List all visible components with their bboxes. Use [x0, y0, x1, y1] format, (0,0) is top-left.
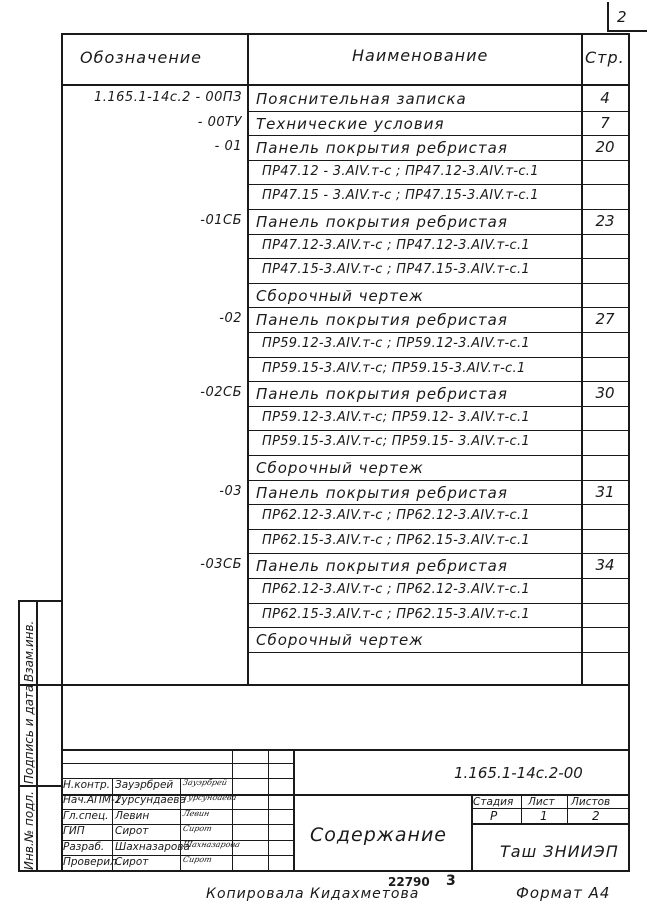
frame-left — [61, 33, 63, 685]
row-name: ПР62.15-3.АIV.т-с ; ПР62.15-3.АIV.т-с.1 — [262, 606, 530, 622]
row-code: - 01 — [214, 139, 242, 155]
row-name: ПР47.15-3.АIV.т-с ; ПР47.15-3.АIV.т-с.1 — [262, 262, 530, 278]
row-name: Сборочный чертеж — [256, 459, 424, 477]
sheets-value: 2 — [592, 809, 600, 823]
sheet-number: 2 — [617, 8, 627, 26]
row-name: ПР59.15-3.АIV.т-с; ПР59.15-3.АIV.т-с.1 — [262, 360, 526, 376]
format-label: Формат А4 — [516, 884, 611, 902]
role-person: Зауэрбрей — [115, 779, 174, 791]
row-code: -01СБ — [200, 213, 242, 228]
side-label-inv: Инв.№ подл. — [22, 791, 36, 870]
row-name: Панель покрытия ребристая — [256, 139, 508, 158]
header-name: Наименование — [352, 46, 489, 65]
row-page: 20 — [595, 138, 615, 157]
role-person: Сирот — [115, 825, 149, 837]
row-page: 27 — [595, 310, 615, 329]
row-page: 23 — [595, 212, 615, 230]
row-name: Пояснительная записка — [256, 90, 467, 108]
role-person: Сирот — [115, 856, 149, 868]
signature: Зауэрбрей — [182, 778, 228, 787]
sheet-header: Лист — [528, 796, 555, 808]
row-name: Панель покрытия ребристая — [256, 311, 508, 330]
row-name: Технические условия — [256, 114, 445, 133]
signature: Сирот — [182, 824, 213, 833]
signature: Шахназарова — [182, 840, 241, 849]
header-page: Стр. — [585, 48, 625, 67]
row-name: ПР59.12-3.АIV.т-с; ПР59.12- 3.АIV.т-с.1 — [262, 409, 530, 425]
role-person: Турсундаева — [115, 794, 186, 806]
row-name: Панель покрытия ребристая — [256, 557, 508, 576]
role-label: Н.контр. — [63, 779, 110, 791]
row-name: Сборочный чертеж — [256, 631, 424, 650]
stage-value: Р — [490, 809, 498, 823]
row-page: 4 — [600, 89, 610, 107]
sheets-header: Листов — [571, 796, 611, 808]
frame-right — [628, 33, 630, 871]
role-label: ГИП — [63, 825, 85, 837]
row-page: 31 — [595, 482, 615, 501]
role-label: Нач.АПМ-2 — [63, 794, 122, 806]
role-label: Разраб. — [63, 841, 105, 853]
stage-header: Стадия — [473, 796, 514, 808]
frame-top — [61, 33, 629, 35]
row-name: ПР47.15 - 3.АIV.т-с ; ПР47.15-3.АIV.т-с.1 — [262, 188, 539, 204]
row-code: -02СБ — [200, 385, 242, 401]
row-name: Панель покрытия ребристая — [256, 385, 508, 404]
signature: Сирот — [182, 855, 213, 864]
row-name: ПР62.12-3.АIV.т-с ; ПР62.12-3.АIV.т-с.1 — [262, 582, 530, 597]
document-code: 1.165.1-14с.2-00 — [454, 764, 583, 782]
copied-by: Копировала Кидахметова — [206, 886, 420, 902]
archive-sheet: 3 — [446, 873, 456, 889]
row-page: 7 — [600, 113, 610, 132]
row-name: ПР62.15-3.АIV.т-с ; ПР62.15-3.АIV.т-с.1 — [262, 532, 530, 548]
organization: Таш ЗНИИЭП — [500, 842, 619, 861]
side-label-podpis: Подпись и дата — [22, 684, 36, 784]
row-name: ПР47.12 - 3.АIV.т-с ; ПР47.12-3.АIV.т-с.1 — [262, 163, 539, 179]
row-name: ПР59.15-3.АIV.т-с; ПР59.15- 3.АIV.т-с.1 — [262, 434, 530, 450]
row-name: Панель покрытия ребристая — [256, 213, 508, 231]
row-code: -03СБ — [200, 557, 242, 573]
header-designation: Обозначение — [80, 48, 203, 67]
side-label-vzam: Взам.инв. — [22, 620, 36, 682]
row-page: 34 — [595, 556, 615, 575]
row-code: - 00ТУ — [197, 114, 242, 130]
row-name: Панель покрытия ребристая — [256, 483, 508, 502]
row-code: -02 — [219, 311, 242, 327]
row-name: ПР59.12-3.АIV.т-с ; ПР59.12-3.АIV.т-с.1 — [262, 336, 530, 351]
role-person: Шахназарова — [115, 841, 190, 853]
role-label: Проверил — [63, 856, 117, 868]
row-name: ПР62.12-3.АIV.т-с ; ПР62.12-3.АIV.т-с.1 — [262, 508, 530, 524]
signature: Турсундаева — [182, 793, 238, 802]
role-label: Гл.спец. — [63, 810, 109, 822]
signature: Левин — [182, 809, 211, 818]
sheet-value: 1 — [540, 809, 548, 823]
row-name: ПР47.12-3.АIV.т-с ; ПР47.12-3.АIV.т-с.1 — [262, 237, 530, 253]
role-person: Левин — [115, 810, 150, 822]
document-title: Содержание — [310, 824, 447, 846]
row-code: -03 — [219, 483, 242, 499]
archive-number: 22790 — [388, 875, 430, 889]
row-page: 30 — [595, 384, 615, 403]
row-code: 1.165.1-14с.2 - 00ПЗ — [93, 90, 242, 105]
row-name: Сборочный чертеж — [256, 286, 424, 305]
